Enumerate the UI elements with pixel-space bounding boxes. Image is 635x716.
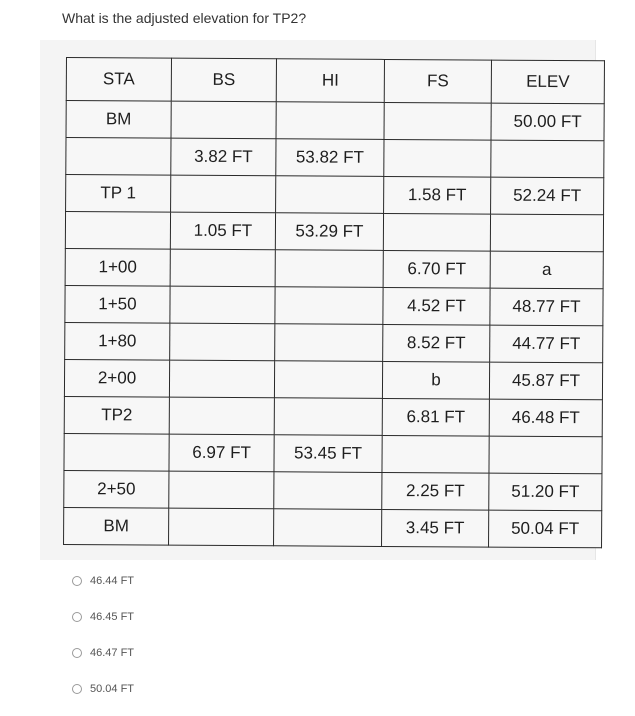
radio-icon[interactable] [72, 684, 82, 694]
cell-sta: 1+50 [65, 285, 170, 323]
cell-elev: 51.20 FT [489, 473, 602, 511]
cell-sta: 2+50 [64, 470, 169, 508]
cell-fs: 2.25 FT [382, 472, 489, 510]
table-row [65, 322, 603, 362]
cell-bs [169, 360, 274, 398]
cell-sta: BM [64, 507, 169, 545]
header-hi: HI [276, 59, 384, 103]
header-bs: BS [171, 58, 276, 102]
cell-hi: 53.29 FT [275, 213, 383, 251]
cell-hi [274, 472, 382, 510]
table-row [66, 101, 604, 141]
cell-fs: 3.45 FT [382, 509, 489, 547]
answer-option[interactable] [72, 644, 134, 662]
answer-option[interactable] [72, 680, 134, 698]
table-row [66, 138, 604, 178]
answer-option-label: 46.44 FT [90, 575, 135, 587]
header-sta: STA [66, 58, 171, 102]
cell-elev: 45.87 FT [489, 362, 602, 400]
table-row [66, 175, 604, 215]
cell-bs [170, 323, 275, 361]
cell-elev: a [490, 251, 603, 289]
table-row [65, 248, 603, 288]
table-row [64, 396, 602, 436]
cell-elev [489, 436, 602, 474]
cell-hi [275, 287, 383, 325]
cell-fs: 4.52 FT [383, 287, 490, 325]
answer-option[interactable] [72, 572, 134, 590]
cell-sta: 1+00 [65, 248, 170, 286]
radio-icon[interactable] [72, 612, 82, 622]
cell-hi: 53.45 FT [274, 435, 382, 473]
answer-option[interactable] [72, 608, 134, 626]
cell-elev [490, 214, 603, 252]
radio-icon[interactable] [72, 576, 82, 586]
cell-hi [275, 324, 383, 362]
cell-bs [171, 175, 276, 213]
cell-sta: BM [66, 101, 171, 139]
cell-elev: 50.04 FT [489, 510, 602, 548]
cell-hi [274, 398, 382, 436]
cell-fs: 1.58 FT [384, 176, 491, 214]
leveling-table [63, 57, 605, 548]
cell-fs: b [382, 361, 489, 399]
cell-elev: 50.00 FT [491, 103, 604, 141]
answer-option-label: 46.47 FT [90, 647, 135, 659]
cell-hi [276, 176, 384, 214]
cell-sta [64, 433, 169, 471]
header-elev: ELEV [491, 60, 604, 104]
cell-fs [384, 102, 491, 140]
cell-elev [491, 140, 604, 178]
answer-option-label: 46.45 FT [90, 611, 135, 623]
cell-fs: 6.81 FT [382, 398, 489, 436]
cell-bs [169, 471, 274, 509]
table-row [64, 433, 602, 473]
answer-options [72, 572, 134, 716]
cell-sta [66, 138, 171, 176]
answer-option-label: 50.04 FT [90, 683, 135, 695]
cell-fs [383, 213, 490, 251]
cell-bs [170, 249, 275, 287]
cell-elev: 46.48 FT [489, 399, 602, 437]
cell-bs: 6.97 FT [169, 434, 274, 472]
cell-hi [274, 361, 382, 399]
cell-bs: 3.82 FT [171, 138, 276, 176]
table-row [64, 507, 602, 547]
cell-fs [382, 435, 489, 473]
cell-bs [171, 101, 276, 139]
cell-fs [384, 139, 491, 177]
cell-sta: 1+80 [65, 322, 170, 360]
cell-fs: 6.70 FT [383, 250, 490, 288]
header-fs: FS [384, 59, 491, 103]
cell-sta: TP 1 [66, 175, 171, 213]
table-row [65, 212, 603, 252]
table-header-row [66, 58, 604, 104]
cell-elev: 44.77 FT [490, 325, 603, 363]
table-row [64, 359, 602, 399]
table-row [65, 285, 603, 325]
cell-hi [274, 509, 382, 547]
cell-bs: 1.05 FT [170, 212, 275, 250]
cell-bs [169, 397, 274, 435]
cell-elev: 52.24 FT [491, 177, 604, 215]
cell-sta: 2+00 [64, 359, 169, 397]
table-row [64, 470, 602, 510]
cell-bs [170, 286, 275, 324]
cell-sta: TP2 [64, 396, 169, 434]
cell-hi: 53.82 FT [276, 139, 384, 177]
cell-bs [169, 508, 274, 546]
cell-fs: 8.52 FT [383, 324, 490, 362]
cell-sta [65, 212, 170, 250]
radio-icon[interactable] [72, 648, 82, 658]
cell-elev: 48.77 FT [490, 288, 603, 326]
question-text: What is the adjusted elevation for TP2? [62, 10, 307, 26]
cell-hi [276, 102, 384, 140]
cell-hi [275, 250, 383, 288]
